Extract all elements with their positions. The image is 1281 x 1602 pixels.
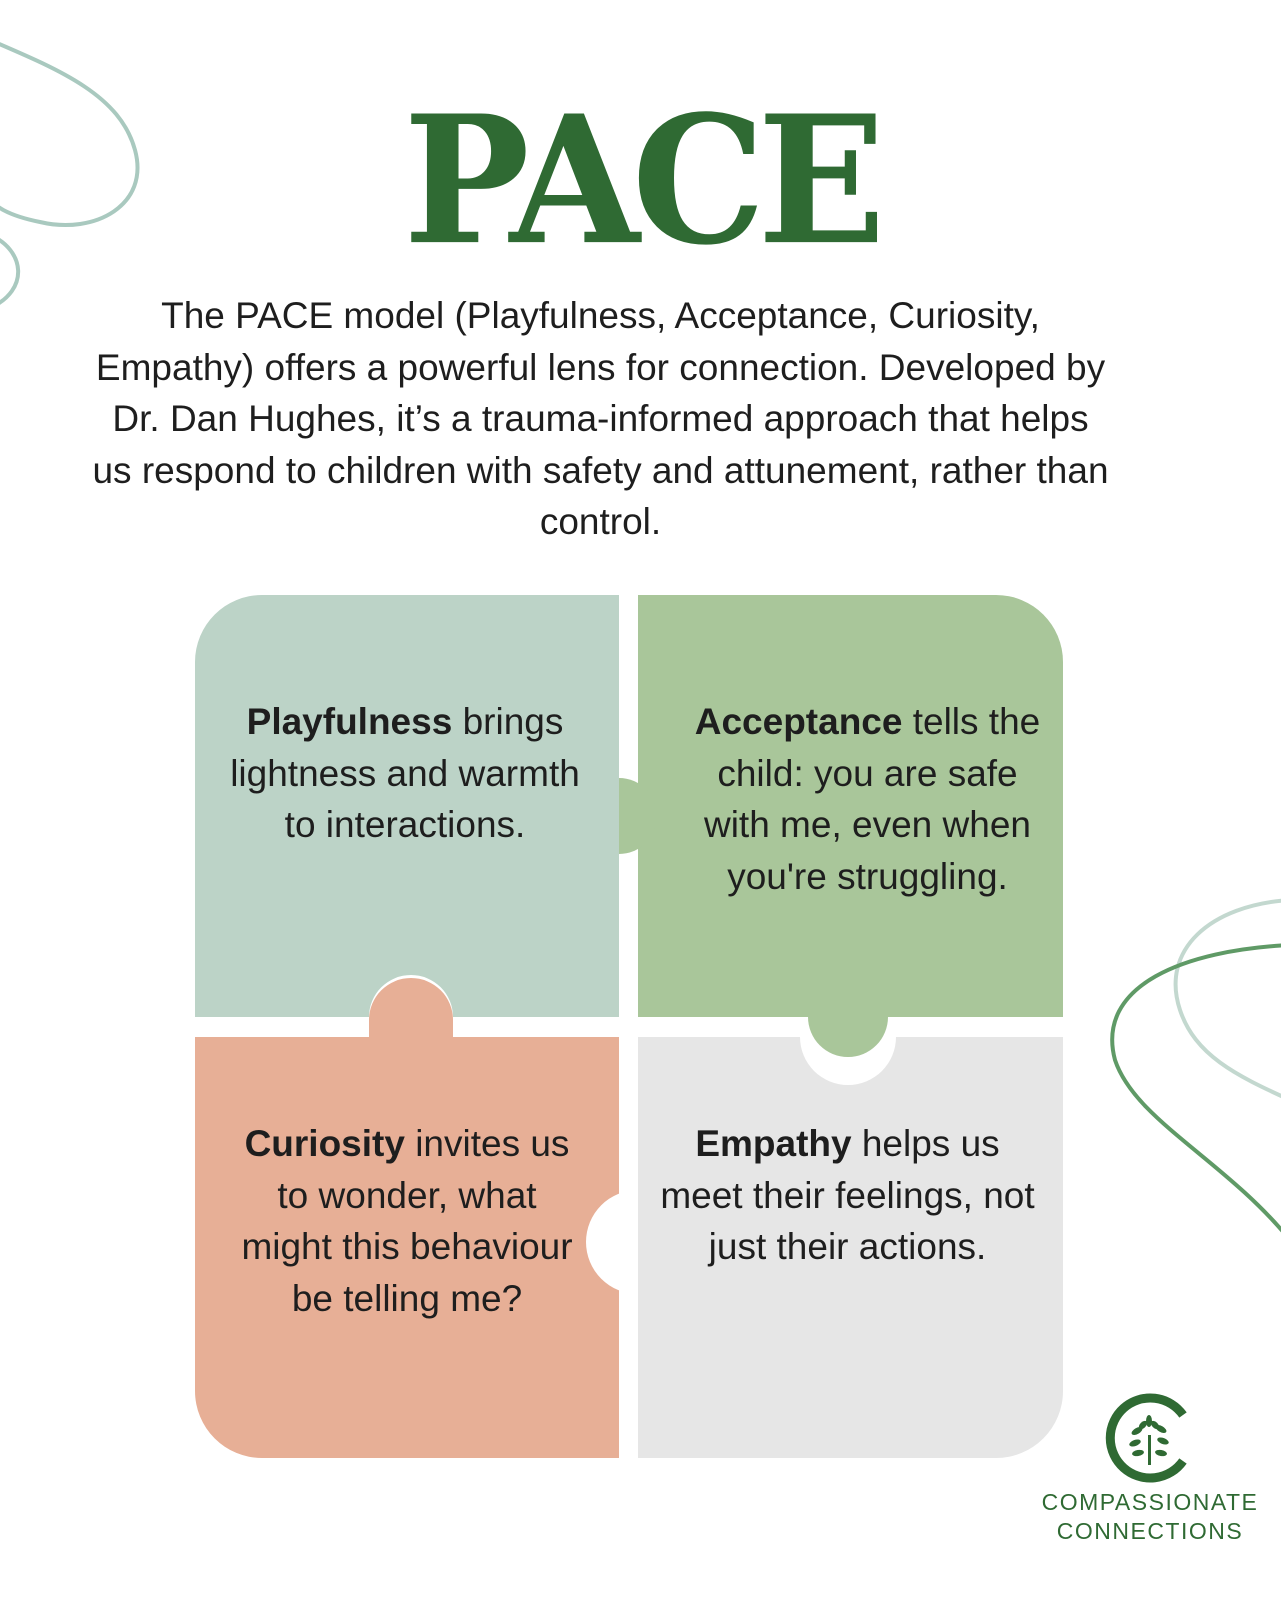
brand-line-2: CONNECTIONS bbox=[1056, 1518, 1244, 1544]
intro-paragraph: The PACE model (Playfulness, Acceptance, Curiosity, Empathy) offers a powerful lens for connection. Developed by Dr. Dan Hughes, it’s a trauma-informed approach that helps us respond to children with safety and attunement, rather than control. bbox=[92, 295, 1109, 542]
desc-empathy: helps us meet their feelings, not just their actions. bbox=[660, 1123, 1035, 1267]
desc-acceptance: tells the child: you are safe with me, even when you're struggling. bbox=[703, 701, 1041, 897]
term-empathy: Empathy bbox=[695, 1123, 852, 1164]
text-playfulness bbox=[225, 696, 585, 851]
text-acceptance bbox=[690, 696, 1045, 902]
brand-name bbox=[1030, 1488, 1270, 1546]
term-playfulness: Playfulness bbox=[246, 701, 453, 742]
tree-in-c-icon bbox=[1105, 1393, 1195, 1483]
piece-acceptance-tab-down bbox=[808, 1017, 888, 1057]
term-curiosity: Curiosity bbox=[244, 1123, 405, 1164]
text-empathy bbox=[655, 1118, 1040, 1273]
text-curiosity bbox=[232, 1118, 582, 1324]
desc-playfulness: brings lightness and warmth to interactions. bbox=[230, 701, 580, 845]
desc-curiosity: invites us to wonder, what might this behaviour be telling me? bbox=[241, 1123, 573, 1319]
brand-line-1: COMPASSIONATE bbox=[1041, 1489, 1259, 1515]
page-title: PACE bbox=[403, 76, 878, 285]
term-acceptance: Acceptance bbox=[694, 701, 903, 742]
